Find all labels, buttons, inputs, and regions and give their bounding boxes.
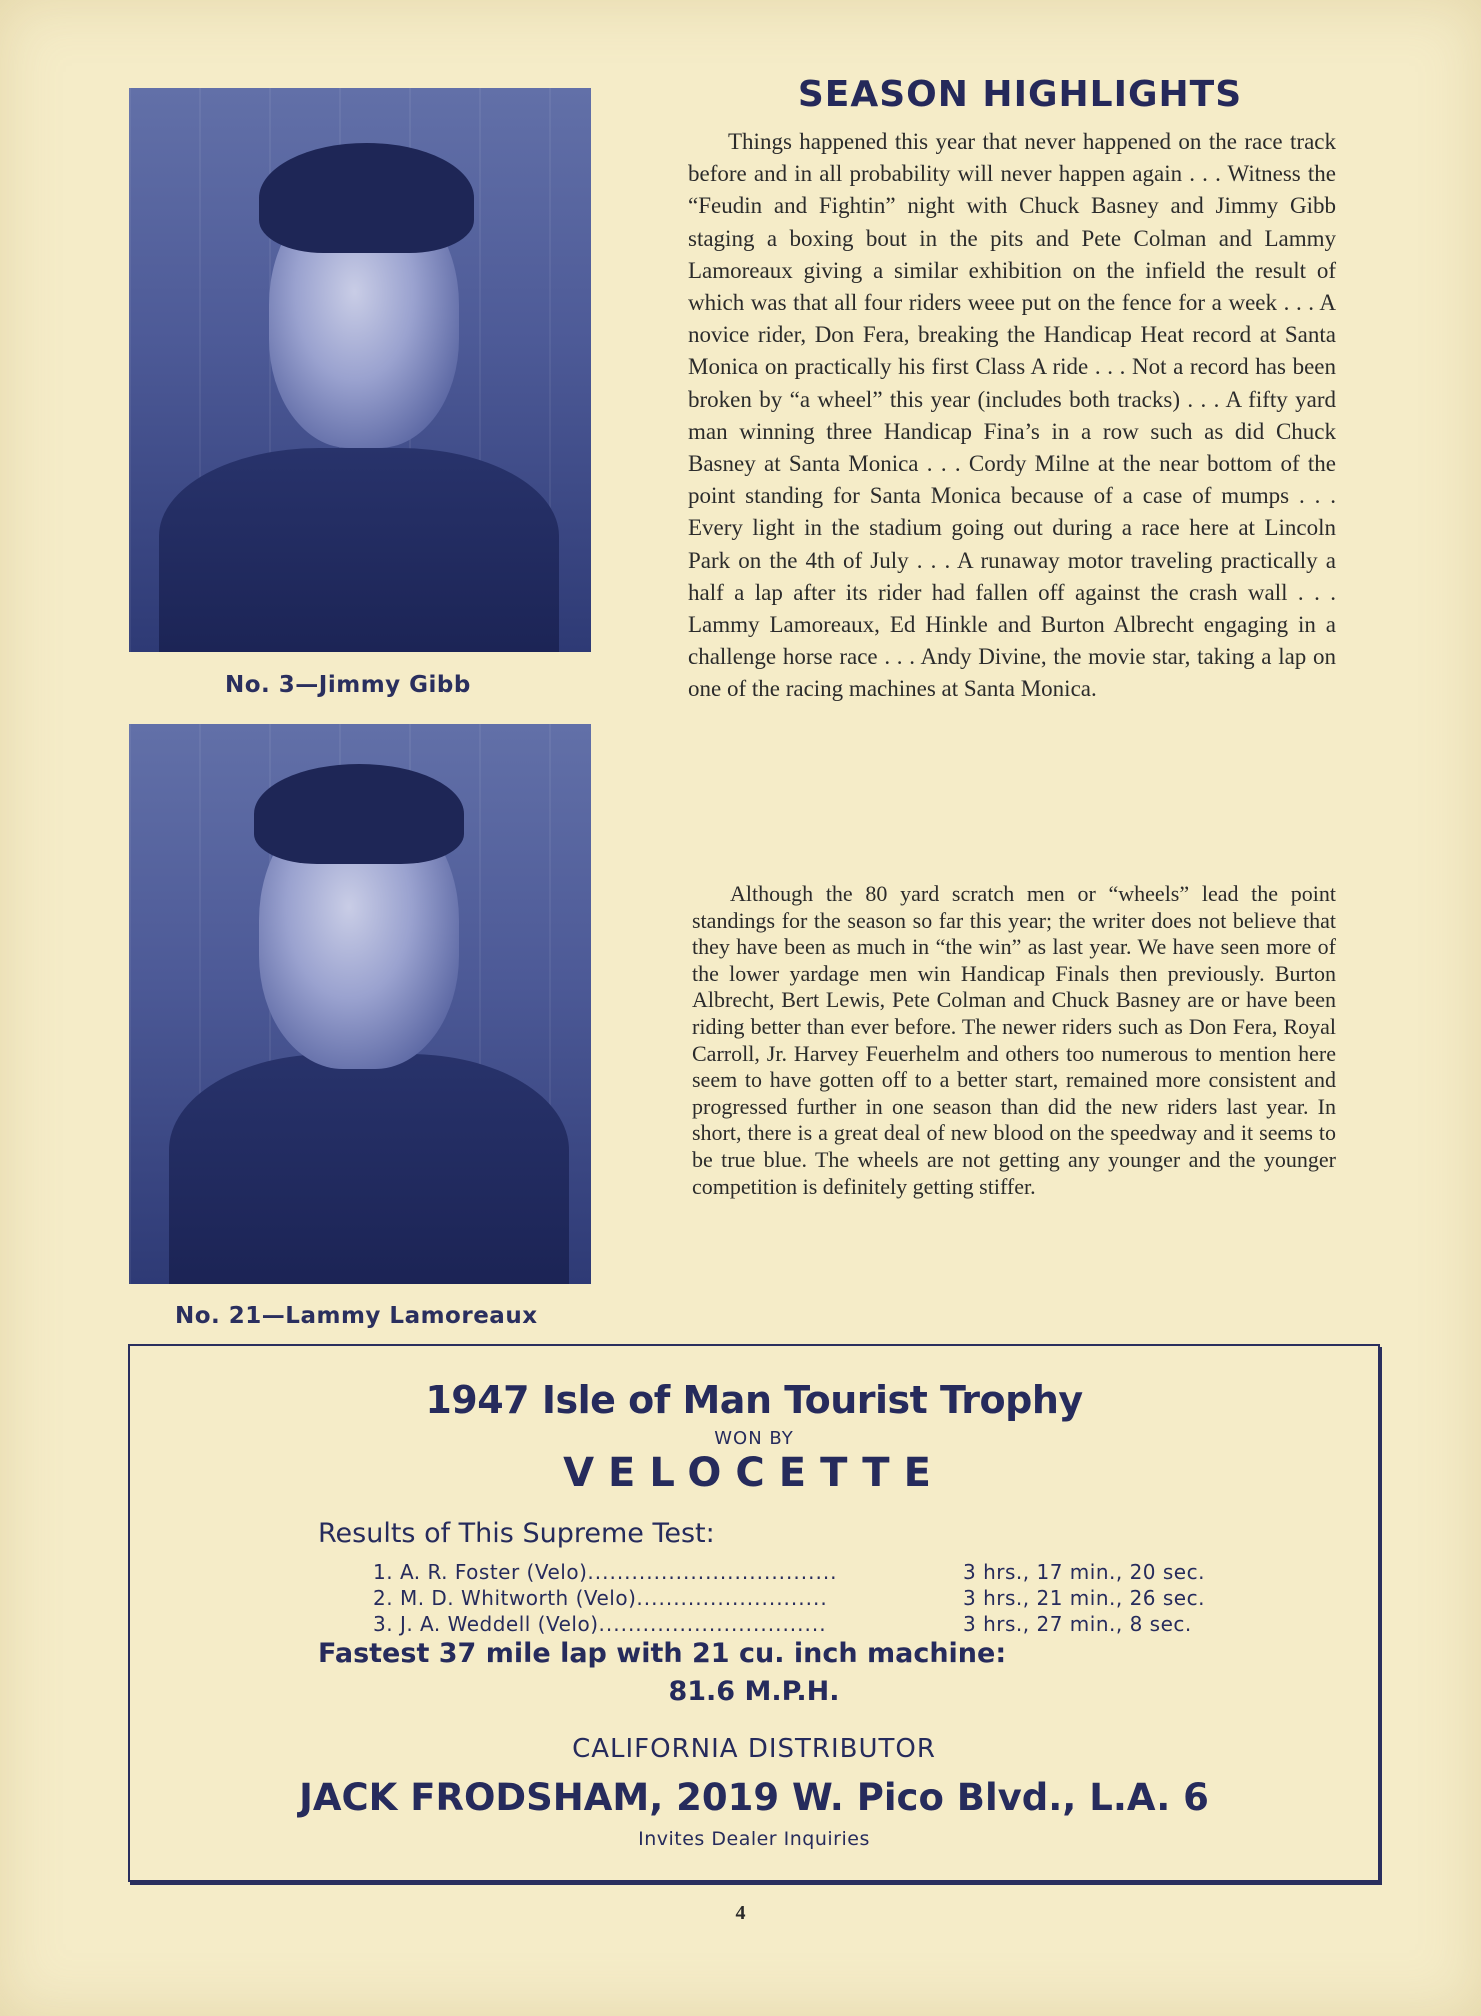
photo-lammy-lamoreaux: [129, 724, 591, 1284]
result-row: [373, 1560, 1243, 1584]
result-name: 2. M. D. Whitworth (Velo): [373, 1586, 637, 1610]
ad-title: 1947 Isle of Man Tourist Trophy: [425, 1378, 1083, 1422]
fastest-lap-speed: 81.6 M.P.H.: [668, 1676, 840, 1707]
results-heading: Results of This Supreme Test:: [318, 1518, 715, 1549]
result-name: 3. J. A. Weddell (Velo): [373, 1612, 599, 1636]
distributor-label: CALIFORNIA DISTRIBUTOR: [572, 1734, 936, 1764]
ad-brand: VELOCETTE: [563, 1450, 945, 1496]
velocette-advertisement: [128, 1344, 1380, 1882]
article-paragraph: Things happened this year that never happened on the race track before and in all probability will never happen again . . . Witness the “Feudin and Fightin” night with Chuck Basney and Jimmy Gibb staging a boxing bout in the pits and Pete Colman and Lammy Lamoreaux giving a similar exhibition on the infield the result of which was that all four riders weee put on the fence for a week . . . A novice rider, Don Fera, breaking the Handicap Heat record at Santa Monica on practically his first Class A ride . . . Not a record has been broken by “a wheel” this year (includes both tracks) . . . A fifty yard man winning three Handicap Fina’s in a row such as did Chuck Basney at Santa Monica . . . Cordy Milne at the near bottom of the point standing for Santa Monica because of a case of mumps . . . Every light in the stadium going out during a race here at Lincoln Park on the 4th of July . . . A runaway motor traveling practically a half a lap after its rider had fallen off against the crash wall . . . Lammy Lamoreaux, Ed Hinkle and Burton Albrecht engaging in a challenge horse race . . . Andy Divine, the movie star, taking a lap on one of the racing machines at Santa Monica.: [688, 129, 1336, 702]
page-number: 4: [735, 1902, 746, 1924]
leader-dots: ..................................: [587, 1560, 838, 1584]
result-row: [373, 1586, 1243, 1610]
leader-dots: ...............................: [598, 1612, 827, 1636]
photo-caption: No. 21—Lammy Lamoreaux: [175, 1303, 538, 1329]
leader-dots: ..........................: [636, 1586, 828, 1610]
article-title: SEASON HIGHLIGHTS: [797, 74, 1243, 115]
result-time: 3 hrs., 21 min., 26 sec.: [963, 1586, 1205, 1610]
result-time: 3 hrs., 27 min., 8 sec.: [963, 1612, 1192, 1636]
fastest-lap-text: Fastest 37 mile lap with 21 cu. inch machine:: [318, 1638, 1007, 1669]
photo-caption: No. 3—Jimmy Gibb: [225, 672, 471, 698]
article-paragraph: Although the 80 yard scratch men or “wheels” lead the point standings for the season so far this year; the writer does not believe that they have been as much in “the win” as last year. We have seen more of the lower yardage men win Handicap Finals then previously. Burton Albrecht, Bert Lewis, Pete Colman and Chuck Basney are or have been riding better than ever before. The newer riders such as Don Fera, Royal Carroll, Jr. Harvey Feuerhelm and others too numerous to mention here seem to have gotten off to a better start, remained more consistent and progressed further in one season than did the new riders last year. In short, there is a great deal of new blood on the speedway and it seems to be true blue. The wheels are not getting any younger and the younger competition is definitely getting stiffer.: [692, 881, 1336, 1199]
ad-won-by: WON BY: [714, 1428, 794, 1449]
photo-jimmy-gibb: [129, 88, 591, 652]
result-row: [373, 1612, 1243, 1636]
dealer-invite: Invites Dealer Inquiries: [638, 1828, 870, 1850]
result-time: 3 hrs., 17 min., 20 sec.: [963, 1560, 1205, 1584]
distributor-name: JACK FRODSHAM, 2019 W. Pico Blvd., L.A. 6: [299, 1776, 1209, 1819]
result-name: 1. A. R. Foster (Velo): [373, 1560, 588, 1584]
